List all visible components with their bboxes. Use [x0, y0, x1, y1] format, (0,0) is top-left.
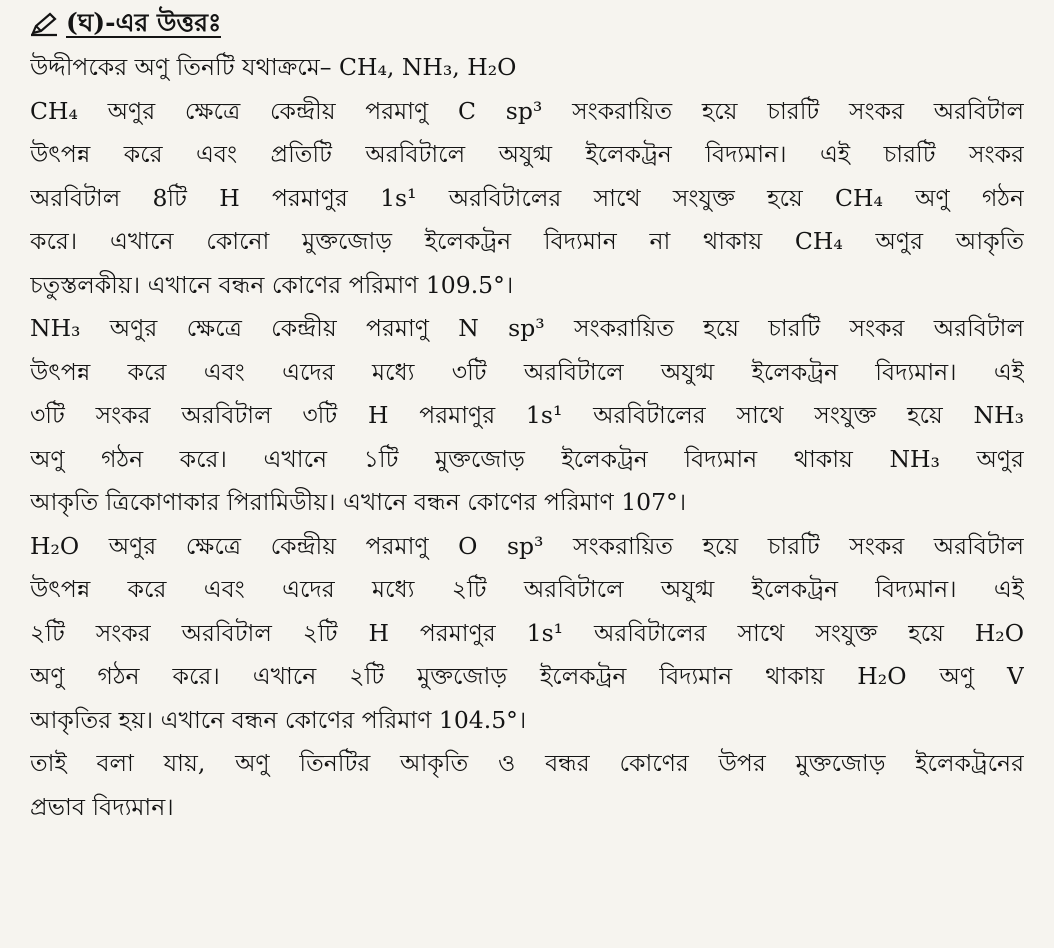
text-line: ৩টি সংকর অরবিটাল ৩টি H পরমাণুর 1s¹ অরবিটালের সাথে সংযুক্ত হয়ে NH₃ [30, 401, 1024, 429]
text-line: NH₃ অণুর ক্ষেত্রে কেন্দ্রীয় পরমাণু N sp³ সংকরায়িত হয়ে চারটি সংকর অরবিটাল [30, 314, 1024, 342]
text-line: আকৃতি ত্রিকোণাকার পিরামিডীয়। এখানে বন্ধন কোণের পরিমাণ 107°। [30, 488, 687, 516]
text-line: CH₄ অণুর ক্ষেত্রে কেন্দ্রীয় পরমাণু C sp³ সংকরায়িত হয়ে চারটি সংকর অরবিটাল [30, 96, 1024, 125]
answer-body [30, 46, 1024, 829]
text-line: প্রভাব বিদ্যমান। [30, 792, 174, 821]
text-line: H₂O অণুর ক্ষেত্রে কেন্দ্রীয় পরমাণু O sp³ সংকরায়িত হয়ে চারটি সংকর অরবিটাল [30, 531, 1024, 560]
text-line: উৎপন্ন করে এবং এদের মধ্যে ৩টি অরবিটালে অযুগ্ম ইলেকট্রন বিদ্যমান। এই [30, 357, 1024, 386]
pencil-icon [30, 11, 58, 37]
text-line: আকৃতির হয়। এখানে বন্ধন কোণের পরিমাণ 104.5°। [30, 705, 527, 734]
text-line: অরবিটাল 8টি H পরমাণুর 1s¹ অরবিটালের সাথে সংযুক্ত হয়ে CH₄ অণু গঠন [30, 183, 1024, 212]
text-line: চতুস্তলকীয়। এখানে বন্ধন কোণের পরিমাণ 109.5°। [30, 270, 514, 299]
answer-heading [30, 6, 1024, 42]
text-line: উৎপন্ন করে এবং প্রতিটি অরবিটালে অযুগ্ম ইলেকট্রন বিদ্যমান। এই চারটি সংকর [30, 140, 1024, 168]
text-line: ২টি সংকর অরবিটাল ২টি H পরমাণুর 1s¹ অরবিটালের সাথে সংযুক্ত হয়ে H₂O [30, 618, 1024, 647]
heading-label: (ঘ)-এর উত্তরঃ [66, 8, 222, 37]
text-line: উৎপন্ন করে এবং এদের মধ্যে ২টি অরবিটালে অযুগ্ম ইলেকট্রন বিদ্যমান। এই [30, 575, 1024, 603]
text-line: উদ্দীপকের অণু তিনটি যথাক্রমে– CH₄, NH₃, H₂O [30, 53, 517, 81]
text-line: করে। এখানে কোনো মুক্তজোড় ইলেকট্রন বিদ্যমান না থাকায় CH₄ অণুর আকৃতি [30, 227, 1024, 255]
text-line: অণু গঠন করে। এখানে ২টি মুক্তজোড় ইলেকট্রন বিদ্যমান থাকায় H₂O অণু V [30, 662, 1024, 690]
text-line: অণু গঠন করে। এখানে ১টি মুক্তজোড় ইলেকট্রন বিদ্যমান থাকায় NH₃ অণুর [30, 444, 1024, 473]
text-line: তাই বলা যায়, অণু তিনটির আকৃতি ও বন্ধর কোণের উপর মুক্তজোড় ইলেকট্রনের [30, 749, 1024, 777]
